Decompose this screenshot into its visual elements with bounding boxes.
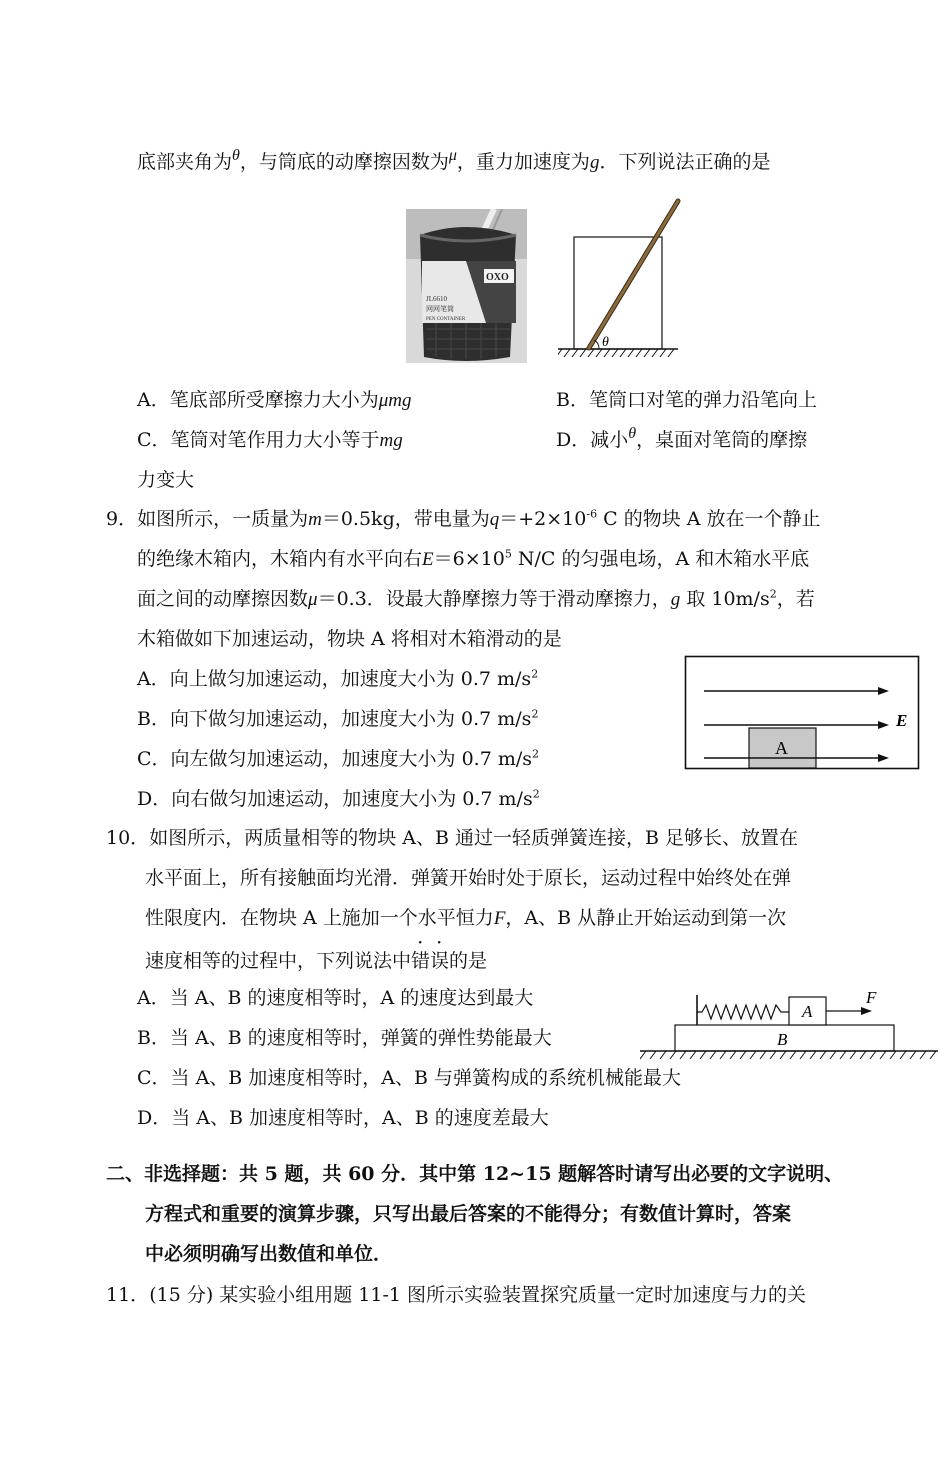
q9-option-c: C．向左做匀加速运动，加速度大小为 0.7 $m/s^2$ bbox=[137, 747, 540, 770]
block-b-label: B bbox=[777, 1030, 788, 1049]
q9-option-d: D．向右做匀加速运动，加速度大小为 0.7 $m/s^2$ bbox=[137, 787, 540, 810]
section-2-line-1: 二、非选择题：共 5 题，共 60 分．其中第 12~15 题解答时请写出必要的文字说明、 bbox=[106, 1163, 844, 1185]
field-e-label: E bbox=[896, 711, 908, 730]
q9-line-4: 木箱做如下加速运动，物块 A 将相对木箱滑动的是 bbox=[137, 628, 562, 650]
section-2-line-3: 中必须明确写出数值和单位． bbox=[145, 1243, 393, 1265]
q9-line-3: 面之间的动摩擦因数μ＝0.3．设最大静摩擦力等于滑动摩擦力，g 取 $10m/s^2$，若 bbox=[137, 587, 815, 610]
section-2-line-2: 方程式和重要的演算步骤，只写出最后答案的不能得分；有数值计算时，答案 bbox=[145, 1203, 792, 1225]
photo-label-1: JL6610 bbox=[426, 295, 447, 303]
pen-diagram bbox=[558, 198, 683, 366]
block-a-label: A bbox=[802, 1002, 813, 1021]
q9-line-1: 9．如图所示，一质量为m＝0.5kg，带电量为$q=+2\times 10^{-6}$ C 的物块 A 放在一个静止 bbox=[106, 507, 821, 530]
q10-line-3: 性限度内．在物块 A 上施加一个水平恒力F，A、B 从静止开始运动到第一次 bbox=[145, 907, 787, 929]
theta-symbol: θ bbox=[232, 147, 240, 164]
spring bbox=[697, 1005, 789, 1019]
block-a-label: A bbox=[775, 738, 788, 758]
photo-brand-text: OXO bbox=[486, 272, 509, 283]
q11-line-1: 11．(15 分) 某实验小组用题 11-1 图所示实验装置探究质量一定时加速度与力的关 bbox=[106, 1284, 807, 1306]
q8-option-c: C．笔筒对笔作用力大小等于mg bbox=[137, 429, 403, 451]
spring-block-diagram bbox=[640, 985, 940, 1061]
q10-option-d: D．当 A、B 加速度相等时，A、B 的速度差最大 bbox=[137, 1107, 549, 1129]
q10-line-4: 速度相等的过程中，下列说法中错误的是 bbox=[145, 950, 488, 972]
photo-label-3: PEN CONTAINER bbox=[426, 317, 466, 322]
emphasis-char-1: 错 bbox=[411, 950, 431, 972]
emphasis-char-2: 误 bbox=[430, 950, 450, 972]
field-box-diagram bbox=[684, 655, 922, 771]
q8-option-d-cont: 力变大 bbox=[137, 469, 195, 491]
pen-container-photo bbox=[406, 209, 527, 363]
q10-line-2: 水平面上，所有接触面均光滑．弹簧开始时处于原长，运动过程中始终处在弹 bbox=[145, 867, 792, 889]
mu-symbol: μ bbox=[448, 147, 457, 164]
pen-angle-label: θ bbox=[602, 335, 609, 350]
photo-label-2: 网网笔筒 bbox=[426, 305, 454, 313]
q10-line-1: 10．如图所示，两质量相等的物块 A、B 通过一轻质弹簧连接，B 足够长、放置在 bbox=[106, 827, 798, 849]
q10-option-c: C．当 A、B 加速度相等时，A、B 与弹簧构成的系统机械能最大 bbox=[137, 1067, 682, 1089]
q8-option-d: D．减小$^\theta$，桌面对笔筒的摩擦 bbox=[556, 425, 808, 451]
force-f-label: F bbox=[866, 988, 877, 1007]
q9-option-b: B．向下做匀加速运动，加速度大小为 0.7 $m/s^2$ bbox=[137, 707, 539, 730]
q9-line-2: 的绝缘木箱内，木箱内有水平向右$E=6\times 10^5$ N/C 的匀强电场，A 和木箱水平底 bbox=[137, 547, 810, 570]
q8-stem-line: 底部夹角为$^\theta$，与筒底的动摩擦因数为$^\mu$，重力加速度为g．下列说法正确的是 bbox=[137, 147, 771, 173]
q8-option-a: A．笔底部所受摩擦力大小为μmg bbox=[137, 389, 412, 411]
q9-option-a: A．向上做匀加速运动，加速度大小为 0.7 $m/s^2$ bbox=[137, 667, 539, 690]
q8-option-b: B．笔筒口对笔的弹力沿笔向上 bbox=[556, 389, 817, 411]
q10-option-b: B．当 A、B 的速度相等时，弹簧的弹性势能最大 bbox=[137, 1027, 552, 1049]
q10-option-a: A．当 A、B 的速度相等时，A 的速度达到最大 bbox=[137, 987, 534, 1009]
